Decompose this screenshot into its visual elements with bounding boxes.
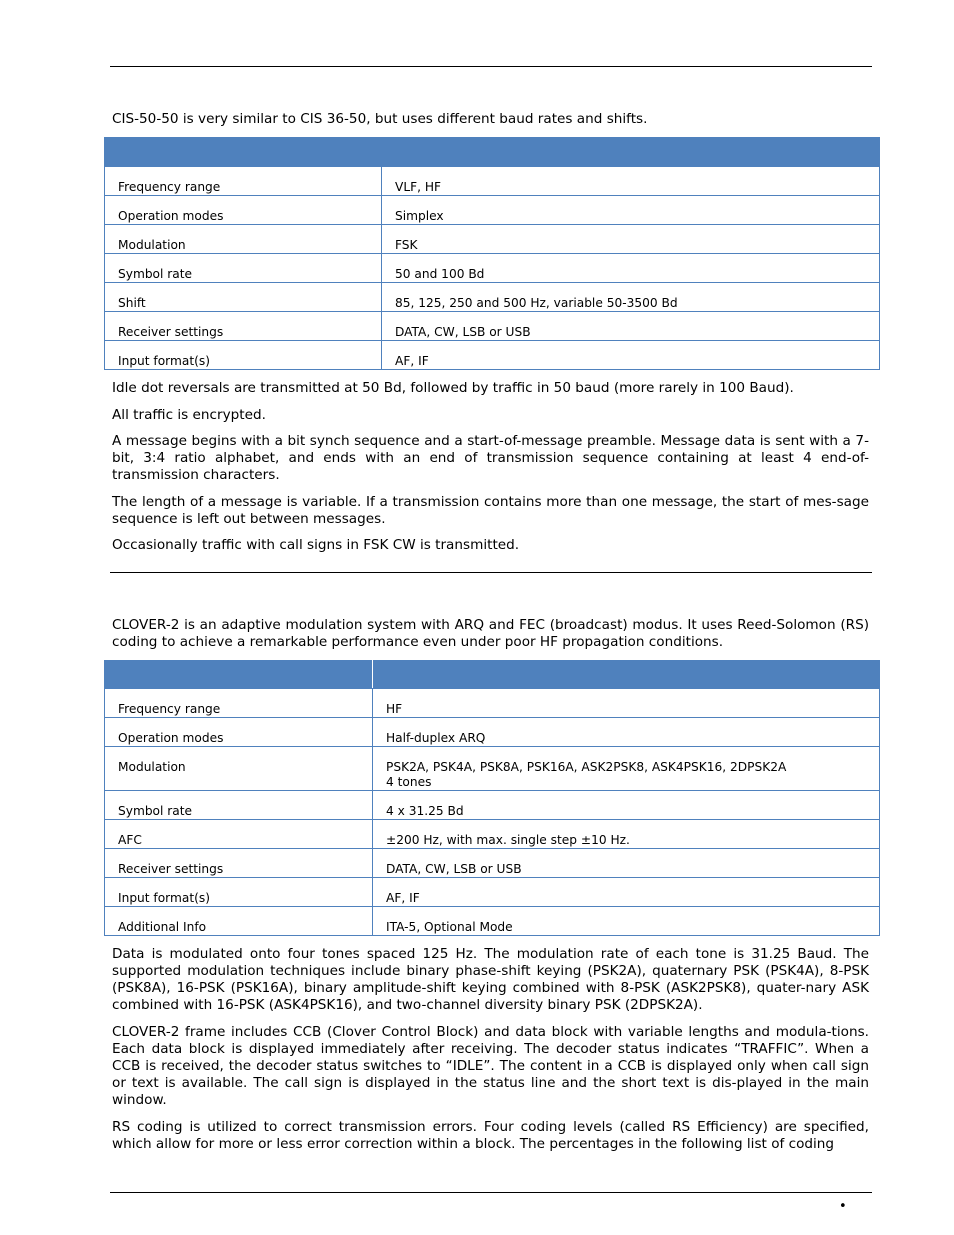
clover-paragraph: RS coding is utilized to correct transmission errors. Four coding levels (called RS Efficiency) are specified, which allow for more or less error correction within a block. The percentages in the following list of coding <box>112 1119 869 1152</box>
table-row <box>105 907 880 936</box>
table-row <box>105 254 880 283</box>
table-row <box>105 283 880 312</box>
table-row <box>105 341 880 370</box>
footer-rule <box>110 1192 872 1193</box>
row-value: AF, IF <box>373 878 880 907</box>
table-row <box>105 791 880 820</box>
clover-paragraph: Data is modulated onto four tones spaced 125 Hz. The modulation rate of each tone is 31.25 Baud. The supported modulation techniques include binary phase-shift keying (PSK2A), quaternary PSK (PSK4A), 8-PSK (PSK8A), 16-PSK (PSK16A), binary amplitude-shift keying combined with 8-PSK (ASK2PSK8), quater-nary ASK combined with 16-PSK (ASK4PSK16), and two-channel diversity binary PSK (2DPSK2A). <box>112 946 869 1013</box>
table-row <box>105 718 880 747</box>
table-row <box>105 878 880 907</box>
table-row <box>105 196 880 225</box>
row-label: Operation modes <box>105 196 382 225</box>
clover-intro: CLOVER-2 is an adaptive modulation system with ARQ and FEC (broadcast) modus. It uses Reed-Solomon (RS) coding to achieve a remarkable performance even under poor HF propagation conditions. <box>112 617 869 650</box>
clover-spec-table <box>104 660 880 936</box>
cis-paragraph: A message begins with a bit synch sequence and a start-of-message preamble. Message data is sent with a 7-bit, 3:4 ratio alphabet, and ends with an end of transmission sequence containing at least 4 end-of-transmission characters. <box>112 433 869 483</box>
cis-paragraph: The length of a message is variable. If a transmission contains more than one message, the start of mes-sage sequence is left out between messages. <box>112 494 869 527</box>
footer-bullet: • <box>839 1199 847 1214</box>
row-label: Operation modes <box>105 718 373 747</box>
row-value: HF <box>373 689 880 718</box>
cis-paragraph: Occasionally traffic with call signs in FSK CW is transmitted. <box>112 537 520 553</box>
cis-paragraph: Idle dot reversals are transmitted at 50 Bd, followed by traffic in 50 baud (more rarely in 100 Baud). <box>112 380 794 396</box>
header-rule <box>110 66 872 67</box>
row-value: AF, IF <box>382 341 880 370</box>
modulation-value: PSK2A, PSK4A, PSK8A, PSK16A, ASK2PSK8, ASK4PSK16, 2DPSK2A <box>386 760 787 774</box>
table-row <box>105 747 880 791</box>
row-label: Additional Info <box>105 907 373 936</box>
cis-intro: CIS-50-50 is very similar to CIS 36-50, but uses different baud rates and shifts. <box>112 111 648 127</box>
table-row <box>105 820 880 849</box>
row-label: AFC <box>105 820 373 849</box>
row-label: Receiver settings <box>105 849 373 878</box>
row-label: Symbol rate <box>105 254 382 283</box>
row-label: Symbol rate <box>105 791 373 820</box>
row-value: ITA-5, Optional Mode <box>373 907 880 936</box>
table-row <box>105 689 880 718</box>
row-label: Shift <box>105 283 382 312</box>
table-row <box>105 312 880 341</box>
row-value: 50 and 100 Bd <box>382 254 880 283</box>
row-value: VLF, HF <box>382 167 880 196</box>
row-label: Frequency range <box>105 167 382 196</box>
modulation-value-line2: 4 tones <box>386 775 432 789</box>
row-label: Modulation <box>105 225 382 254</box>
row-label: Receiver settings <box>105 312 382 341</box>
row-value: Simplex <box>382 196 880 225</box>
table-row <box>105 849 880 878</box>
row-value: 85, 125, 250 and 500 Hz, variable 50-3500 Bd <box>382 283 880 312</box>
row-value: DATA, CW, LSB or USB <box>373 849 880 878</box>
section-rule <box>110 572 872 573</box>
row-label: Modulation <box>105 747 373 791</box>
row-value: DATA, CW, LSB or USB <box>382 312 880 341</box>
table-header-row <box>105 661 880 689</box>
row-label: Input format(s) <box>105 341 382 370</box>
clover-paragraph: CLOVER-2 frame includes CCB (Clover Control Block) and data block with variable lengths and modula-tions. Each data block is displayed immediately after receiving. The decoder status indicates “TRAFFIC”. When a CCB is received, the decoder status switches to “IDLE”. The content in a CCB is displayed only when call sign or text is available. The call sign is displayed in the status line and the short text is dis-played in the main window. <box>112 1024 869 1108</box>
row-value: Half-duplex ARQ <box>373 718 880 747</box>
row-value: 4 x 31.25 Bd <box>373 791 880 820</box>
table-header-row <box>105 138 880 167</box>
row-value: ±200 Hz, with max. single step ±10 Hz. <box>373 820 880 849</box>
table-row <box>105 225 880 254</box>
row-value <box>373 747 880 791</box>
cis-spec-table <box>104 137 880 370</box>
table-row <box>105 167 880 196</box>
row-label: Frequency range <box>105 689 373 718</box>
row-value: FSK <box>382 225 880 254</box>
cis-paragraph: All traffic is encrypted. <box>112 407 266 423</box>
row-label: Input format(s) <box>105 878 373 907</box>
